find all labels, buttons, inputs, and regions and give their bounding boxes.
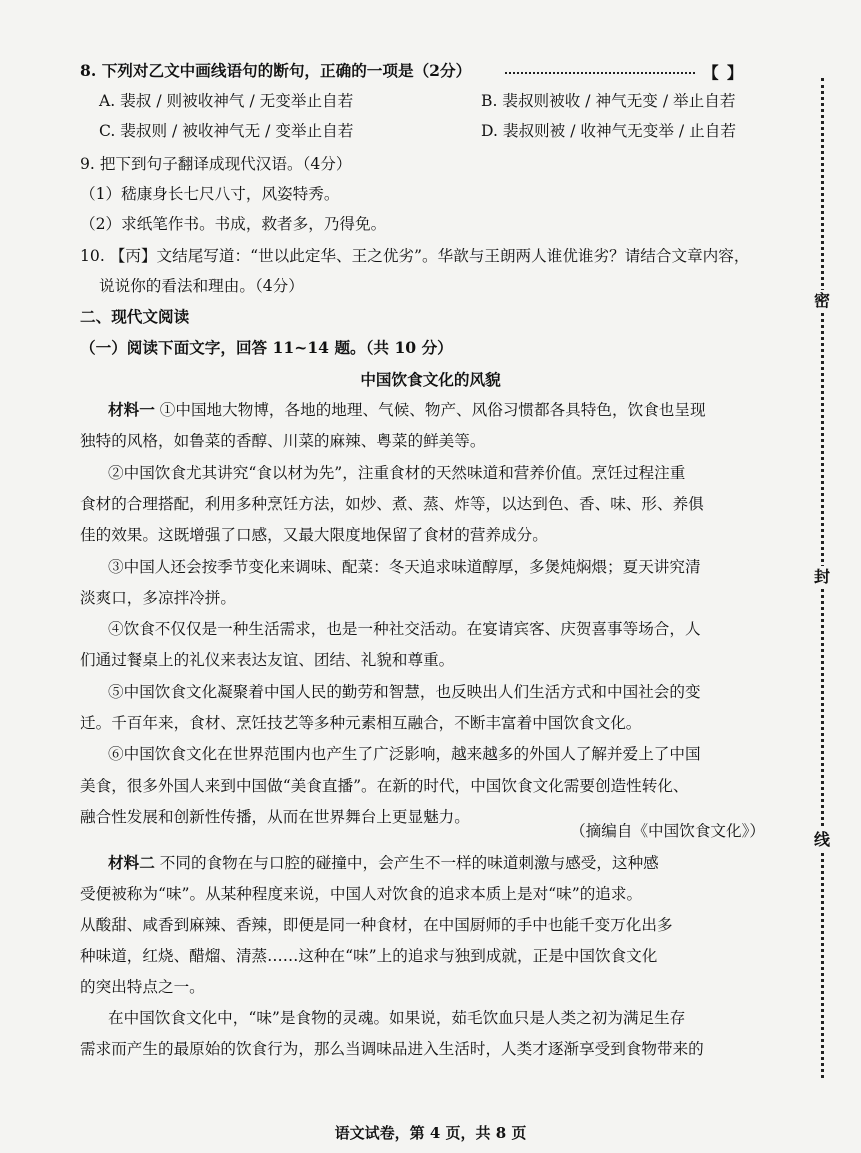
q8-option-b: B. 裴叔则被收 / 神气无变 / 举止自若	[481, 92, 736, 110]
q9-sentence-2: （2）求纸笔作书。书成，救者多，乃得免。	[80, 215, 387, 233]
material2-line	[108, 853, 659, 873]
answer-leader-dots	[505, 72, 695, 74]
material1-line: ⑤中国饮食文化凝聚着中国人民的勤劳和智慧，也反映出人们生活方式和中国社会的变	[108, 683, 701, 701]
material1-line: 食材的合理搭配，利用多种烹饪方法，如炒、煮、蒸、炸等，以达到色、香、味、形、养俱	[80, 495, 704, 513]
material1-line: 美食，很多外国人来到中国做“美食直播”。在新的时代，中国饮食文化需要创造性转化、	[80, 777, 689, 795]
q10-line-1: 10. 【丙】文结尾写道：“世以此定华、王之优劣”。华歆与王朗两人谁优谁劣？请结合文章内容，	[80, 247, 750, 265]
material2-line: 从酸甜、咸香到麻辣、香辣，即便是同一种食材，在中国厨师的手中也能千变万化出多	[80, 916, 673, 934]
material1-line	[108, 400, 706, 420]
q10-line-2: 说说你的看法和理由。（4分）	[99, 277, 304, 295]
material2-label: 材料二	[108, 853, 155, 872]
material1-line: 淡爽口，多凉拌冷拼。	[80, 589, 236, 607]
bracket-right: 】	[727, 63, 743, 82]
q8-option-d: D. 裴叔则被 / 收神气无变举 / 止自若	[481, 122, 736, 140]
material1-text: ①中国地大物博，各地的地理、气候、物产、风俗习惯都各具特色，饮食也呈现	[159, 401, 706, 419]
part-heading: （一）阅读下面文字，回答 11~14 题。（共 10 分）	[80, 338, 453, 357]
material2-line: 在中国饮食文化中，“味”是食物的灵魂。如果说，茹毛饮血只是人类之初为满足生存	[108, 1009, 686, 1027]
material1-line: ③中国人还会按季节变化来调味、配菜：冬天追求味道醇厚，多煲炖焖煨；夏天讲究清	[108, 558, 701, 576]
section-heading: 二、现代文阅读	[80, 307, 190, 326]
answer-bracket	[703, 61, 751, 83]
material2-line: 受便被称为“味”。从某种程度来说，中国人对饮食的追求本质上是对“味”的追求。	[80, 885, 643, 903]
material1-line: 们通过餐桌上的礼仪来表达友谊、团结、礼貌和尊重。	[80, 651, 455, 669]
article-title: 中国饮食文化的风貌	[360, 370, 501, 389]
page-footer: 语文试卷，第 4 页，共 8 页	[334, 1124, 527, 1142]
q8-stem: 8. 下列对乙文中画线语句的断句，正确的一项是（2分）	[80, 61, 472, 80]
material1-line: ④饮食不仅仅是一种生活需求，也是一种社交活动。在宴请宾客、庆贺喜事等场合，人	[108, 620, 701, 638]
q8-option-a: A. 裴叔 / 则被收神气 / 无变举止自若	[99, 92, 354, 110]
material1-source: （摘编自《中国饮食文化》）	[570, 822, 765, 840]
material1-line: ⑥中国饮食文化在世界范围内也产生了广泛影响，越来越多的外国人了解并爱上了中国	[108, 745, 701, 763]
material1-label: 材料一	[108, 400, 155, 419]
material1-line: ②中国饮食尤其讲究“食以材为先”，注重食材的天然味道和营养价值。烹饪过程注重	[108, 464, 686, 482]
q9-sentence-1: （1）嵇康身长七尺八寸，风姿特秀。	[80, 185, 340, 203]
material2-line: 需求而产生的最原始的饮食行为，那么当调味品进入生活时，人类才逐渐享受到食物带来的	[80, 1040, 704, 1058]
binding-label-bottom: 线	[813, 830, 830, 849]
bracket-left: 【	[703, 63, 719, 82]
q8-option-c: C. 裴叔则 / 被收神气无 / 变举止自若	[99, 122, 354, 140]
material1-line: 独特的风格，如鲁菜的香醇、川菜的麻辣、粤菜的鲜美等。	[80, 432, 486, 450]
material2-line: 种味道，红烧、醋熘、清蒸……这种在“味”上的追求与独到成就，正是中国饮食文化	[80, 947, 658, 965]
material2-line: 的突出特点之一。	[80, 978, 205, 996]
q9-stem: 9. 把下到句子翻译成现代汉语。（4分）	[80, 155, 352, 173]
binding-label-top: 密	[813, 291, 830, 310]
material1-line: 佳的效果。这既增强了口感，又最大限度地保留了食材的营养成分。	[80, 526, 548, 544]
material1-line: 迁。千百年来，食材、烹饪技艺等多种元素相互融合，不断丰富着中国饮食文化。	[80, 714, 642, 732]
material1-line: 融合性发展和创新性传播，从而在世界舞台上更显魅力。	[80, 808, 470, 826]
material2-text: 不同的食物在与口腔的碰撞中，会产生不一样的味道刺激与感受，这种感	[159, 854, 659, 872]
binding-label-middle: 封	[813, 567, 830, 586]
